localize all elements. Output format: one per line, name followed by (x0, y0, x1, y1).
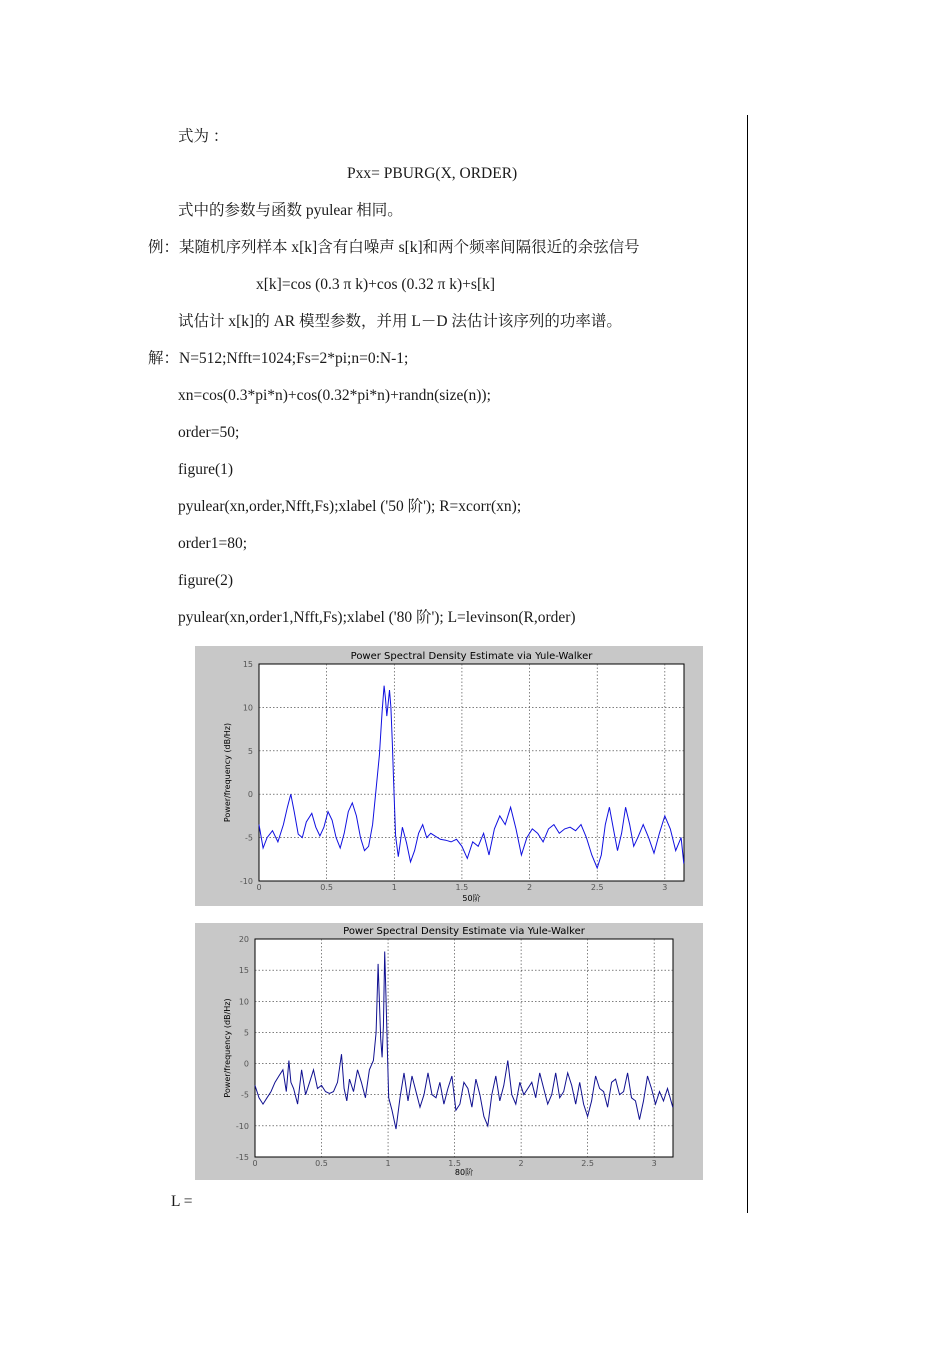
psd-figure-80 (195, 923, 703, 1180)
y-tick-label: 5 (247, 746, 253, 756)
y-tick-label: -10 (239, 877, 253, 886)
y-tick-label: 0 (243, 1059, 249, 1069)
x-tick-label: 3 (651, 1159, 657, 1168)
text-line-signal-formula: x[k]=cos (0.3 π k)+cos (0.32 π k)+s[k] (256, 276, 496, 293)
x-tick-label: 0 (252, 1159, 258, 1168)
y-tick-label: 0 (247, 790, 253, 800)
code-line-pyulear-80: pyulear(xn,order1,Nfft,Fs);xlabel ('80 阶'); L=levinson(R,order) (178, 609, 576, 626)
x-tick-label: 0.5 (315, 1159, 328, 1168)
chart-svg (195, 923, 703, 1180)
x-tick-label: 3 (662, 883, 668, 892)
code-line-pyulear-50: pyulear(xn,order,Nfft,Fs);xlabel ('50 阶'); R=xcorr(xn); (178, 498, 522, 515)
x-tick-label: 2 (518, 1159, 524, 1168)
y-tick-label: -10 (235, 1121, 249, 1131)
x-tick-label: 2.5 (590, 883, 604, 892)
y-tick-label: 10 (238, 997, 249, 1007)
text-line-example: 例：某随机序列样本 x[k]含有白噪声 s[k]和两个频率间隔很近的余弦信号 (148, 239, 640, 256)
y-tick-label: -15 (235, 1153, 249, 1162)
y-tick-label: 15 (238, 966, 249, 976)
code-line-order1: order1=80; (178, 535, 248, 552)
y-tick-label: 20 (238, 935, 249, 944)
text-line-intro: 式为 ： (178, 128, 229, 145)
x-axis-label: 50阶 (462, 894, 481, 903)
text-line-formula-pburg: Pxx= PBURG(X, ORDER) (347, 165, 518, 182)
y-tick-label: 15 (242, 660, 253, 669)
y-tick-label: 5 (243, 1028, 249, 1038)
x-tick-label: 2 (527, 883, 533, 892)
text-line-params: 式中的参数与函数 pyulear 相同。 (178, 202, 403, 219)
chart-title: Power Spectral Density Estimate via Yule-Walker (350, 651, 593, 662)
text-line-solution: 解：N=512;Nfft=1024;Fs=2*pi;n=0:N-1; (148, 350, 409, 367)
x-tick-label: 1 (385, 1159, 391, 1168)
x-tick-label: 0.5 (320, 883, 334, 892)
x-tick-label: 1.5 (448, 1159, 461, 1168)
text-line-l-output: L = (171, 1193, 193, 1210)
x-tick-label: 2.5 (581, 1159, 595, 1168)
psd-figure-50 (195, 646, 703, 906)
y-tick-label: -5 (245, 833, 253, 843)
page-margin-rule (747, 115, 748, 1213)
code-line-figure2: figure(2) (178, 572, 234, 589)
code-line-xn: xn=cos(0.3*pi*n)+cos(0.32*pi*n)+randn(size(n)); (178, 387, 491, 404)
x-tick-label: 0 (256, 883, 262, 892)
text-line-task: 试估计 x[k]的 AR 模型参数，并用 L－D 法估计该序列的功率谱。 (178, 313, 622, 330)
y-axis-label: Power/frequency (dB/Hz) (223, 998, 232, 1098)
x-tick-label: 1.5 (455, 883, 469, 892)
code-line-figure1: figure(1) (178, 461, 234, 478)
plot-area (259, 664, 684, 881)
y-tick-label: 10 (242, 703, 253, 713)
x-axis-label: 80阶 (454, 1168, 474, 1177)
plot-area (255, 939, 673, 1157)
y-axis-label: Power/frequency (dB/Hz) (223, 722, 232, 823)
chart-svg (195, 646, 703, 906)
x-tick-label: 1 (391, 883, 397, 892)
chart-title: Power Spectral Density Estimate via Yule-Walker (343, 926, 585, 937)
code-line-order: order=50; (178, 424, 240, 441)
y-tick-label: -5 (241, 1090, 249, 1100)
